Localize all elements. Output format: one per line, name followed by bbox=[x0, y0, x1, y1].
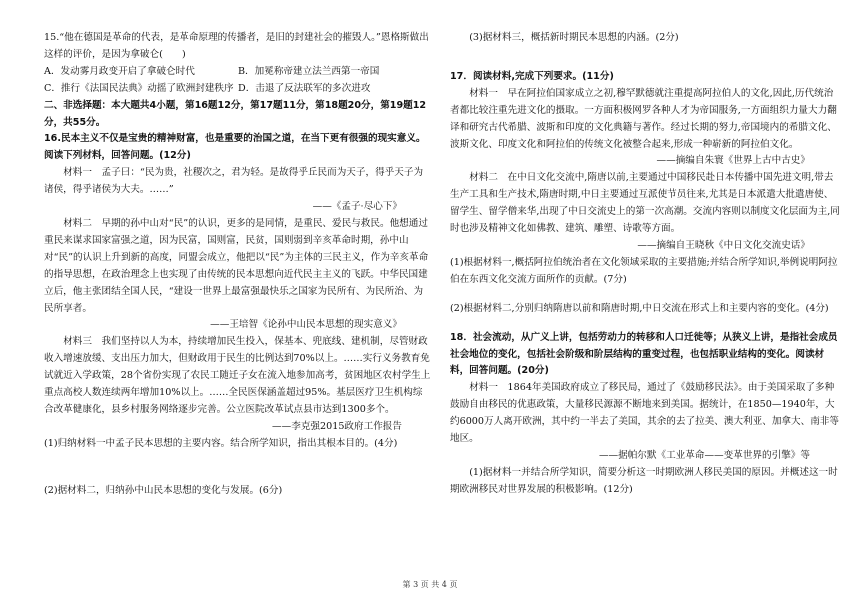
q16-material-3-source: ——李克强2015政府工作报告 bbox=[272, 420, 402, 432]
q15-option-d: D．击退了反法联军的多次进攻 bbox=[238, 82, 371, 94]
page-number: 第 3 页 共 4 页 bbox=[402, 580, 458, 589]
q17-sub-question-2: (2)根据材料二,分别归纳隋唐以前和隋唐时期,中日交流在形式上和主要内容的变化。(4分) bbox=[450, 302, 829, 314]
q16-material-3: 材料三 我们坚持以人为本，持续增加民生投入，保基本、兜底线、建机制，尽管财政收入增速放缓、支出压力加大，但财政用于民生的比例达到70%以上。……实行义务教育免试就近入学政策，28个省份实现了农民工随迁子女在流入地参加高考，贫困地区农村学生上重点高校人数连续两年增加10%以上。……全民医保涵盖超过95%。基层医疗卫生机构综合改革健康化，县乡村服务网络逐步完善。公立医院改革试点县市达到1300多个。 bbox=[44, 336, 431, 415]
q18-material-1-source: ——据帕尔默《工业革命——变革世界的引擎》等 bbox=[598, 449, 810, 461]
q16-material-2: 材料二 早期的孙中山对“民”的认识，更多的是同情，是重民、爱民与救民。他想通过重民来谋求国家富强之道，因为民富，国则富，民贫，国则弱到辛亥革命时期，孙中山对“民”的认识上升到新的高度，同盟会成立，他把以“民”为主体的三民主义，作为辛亥革命的指导思想，在政治理念上也实现了由传统的民本思想向近代民主主义的飞跃。中华民国建立后，他主张团结全国人民，“建设一世界上最富强最快乐之国家为民所有、为民所治、为民所享者。 bbox=[44, 217, 429, 314]
q17-material-2-source: ——摘编自王晓秋《中日文化交流史话》 bbox=[637, 239, 810, 251]
q17-sub-question-1: (1)根据材料一,概括阿拉伯统治者在文化领域采取的主要措施;并结合所学知识,举例说明阿拉伯在东西文化交流方面所作的贡献。(7分) bbox=[450, 256, 838, 285]
q17-material-1: 材料一 早在阿拉伯国家成立之初,穆罕默德就注重提高阿拉伯人的文化,因此,历代统治者都比较注重先进文化的摄取。一方面积极网罗各种人才为帝国服务,一方面组织力量大力翻译和研究古代希腊、波斯和印度的文化典籍与著作。经过长期的努力,帝国境内的希腊文化、波斯文化、印度文化和阿拉伯的传统文化被整合起来,形成一种崭新的阿拉伯文化。 bbox=[450, 87, 837, 150]
q16-material-2-source: ——王培智《论孙中山民本思想的现实意义》 bbox=[210, 319, 402, 331]
q16-material-1: 材料一 孟子曰：“民为贵，社稷次之，君为轻。是故得乎丘民而为天子，得乎天子为诸侯，得乎诸侯为大夫。……” bbox=[44, 167, 424, 196]
q16-stem: 16.民本主义不仅是宝贵的精神财富，也是重要的治国之道，在当下更有很强的现实意义。阅读下列材料，回答问题。(12分) bbox=[44, 133, 426, 162]
q15-option-b: B．加冕称帝建立法兰西第一帝国 bbox=[238, 65, 380, 77]
q16-sub-question-1: (1)归纳材料一中孟子民本思想的主要内容。结合所学知识，指出其根本目的。(4分) bbox=[44, 437, 398, 449]
q17-stem: 17．阅读材料,完成下列要求。(11分) bbox=[450, 70, 614, 82]
q18-material-1: 材料一 1864年美国政府成立了移民局，通过了《鼓励移民法》。由于美国采取了多种鼓励自由移民的优惠政策，大量移民源源不断地来到美国。据统计，在1850—1940年，大约6000万人离开欧洲，其中约一半去了美国，其余的去了拉美、澳大利亚、加拿大、南非等地区。 bbox=[450, 382, 839, 445]
right-column bbox=[450, 30, 840, 499]
q16-sub-question-3: (3)据材料三，概括新时期民本思想的内涵。(2分) bbox=[469, 32, 679, 43]
q17-material-2: 材料二 在中日文化交流中,隋唐以前,主要通过中国移民赴日本传播中国先进文明,带去生产工具和生产技术,隋唐时期,中日主要通过互派使节员往来,尤其是日本派遣大批遣唐使、留学生、留学僧来华,出现了中日交流史上的第一次高潮。交流内容则以制度文化层面为主,同时也涉及精神文化如佛教、建筑、雕塑、诗歌等方面。 bbox=[450, 172, 840, 235]
q17-material-1-source: ——摘编自朱寰《世界上古中古史》 bbox=[656, 155, 810, 167]
q16-material-1-source: ——《孟子·尽心下》 bbox=[312, 201, 402, 213]
q18-sub-question-1: (1)据材料一并结合所学知识，简要分析这一时期欧洲人移民美国的原因。并概述这一时期欧洲移民对世界发展的积极影响。(12分) bbox=[450, 466, 838, 495]
answer-space bbox=[450, 47, 840, 69]
q15-option-a: A．发动雾月政变开启了拿破仑时代 bbox=[44, 65, 195, 77]
answer-space bbox=[450, 318, 840, 330]
q15-option-c: C．推行《法国民法典》动摇了欧洲封建秩序 bbox=[44, 82, 234, 94]
section-2-heading: 二、非选择题：本大题共4小题，第16题12分，第17题11分，第18题20分，第19题12分，共55分。 bbox=[44, 99, 427, 128]
q18-stem: 18．社会流动，从广义上讲，包括劳动力的转移和人口迁徙等；从狭义上讲，是指社会成员社会地位的变化，包括社会阶级和阶层结构的重变过程，也包括职业结构的变化。阅读材料，回答问题。(20分) bbox=[450, 331, 838, 377]
q15-stem: 15.“他在德国是革命的代表，是革命原理的传播者，是旧的封建社会的摧毁人。”恩格斯做出这样的评价，是因为拿破仑( ) bbox=[44, 32, 429, 60]
answer-space bbox=[44, 453, 432, 483]
answer-space bbox=[450, 289, 840, 301]
q16-sub-question-2: (2)据材料二，归纳孙中山民本思想的变化与发展。(6分) bbox=[44, 484, 283, 496]
left-column bbox=[44, 30, 432, 500]
q15-options bbox=[44, 64, 432, 98]
